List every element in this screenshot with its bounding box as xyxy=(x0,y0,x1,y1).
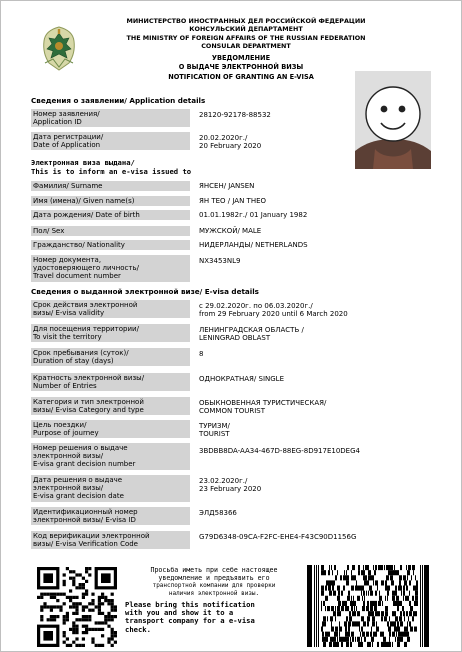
purpose-label: Цель поездки/ Purpose of journey xyxy=(31,420,190,438)
department-name-ru: КОНСУЛЬСКИЙ ДЕПАРТАМЕНТ xyxy=(189,25,303,34)
validity-value: с 29.02.2020г. по 06.03.2020г./ from 29 February 2020 until 6 March 2020 xyxy=(199,302,348,318)
ministry-name-ru: МИНИСТЕРСТВО ИНОСТРАННЫХ ДЕЛ РОССИЙСКОЙ ФЕДЕРАЦИИ xyxy=(126,17,366,25)
notice-title-ru-2: О ВЫДАЧЕ ЭЛЕКТРОННОЙ ВИЗЫ xyxy=(178,62,304,71)
sex-label: Пол/ Sex xyxy=(31,226,190,236)
application-id-label: Номер заявления/ Application ID xyxy=(31,109,190,127)
travel-document-value: NX3453NL9 xyxy=(199,257,241,265)
evisa-id-value: ЭЛД58366 xyxy=(199,509,237,517)
ministry-header xyxy=(101,17,391,50)
sex-value: МУЖСКОЙ/ MALE xyxy=(199,227,262,235)
application-date-label: Дата регистрации/ Date of Application xyxy=(31,132,190,150)
application-id-value: 28120-92178-88532 xyxy=(199,111,271,119)
decision-number-label: Номер решения о выдаче электронной визы/ E-visa grant decision number xyxy=(31,443,190,470)
ministry-name-en: THE MINISTRY OF FOREIGN AFFAIRS OF THE RUSSIAN FEDERATION xyxy=(126,33,366,42)
nationality-label: Гражданство/ Nationality xyxy=(31,240,190,250)
duration-label: Срок пребывания (суток)/ Duration of stay (days) xyxy=(31,348,190,366)
notice-instruction-en: Please bring this notification with you and show it to a transport company for a e-visa check. xyxy=(125,600,255,634)
given-names-label: Имя (имена)/ Given name(s) xyxy=(31,196,190,206)
surname-value: ЯНСЕН/ JANSEN xyxy=(199,182,255,190)
notice-instruction-ru: Просьба иметь при себе настоящее уведомление и предъявить его транспортной компании для проверки наличия электронной визы. xyxy=(150,566,278,597)
nationality-value: НИДЕРЛАНДЫ/ NETHERLANDS xyxy=(199,241,308,249)
verification-code-label: Код верификации электронной визы/ E-visa Verification Code xyxy=(31,531,190,549)
travel-document-label: Номер документа, удостоверяющего личность/ Travel document number xyxy=(31,255,190,282)
verification-code-value: G79D6348-09CA-F2FC-EHE4-F43C90D1156G xyxy=(199,533,357,541)
category-value: ОБЫКНОВЕННАЯ ТУРИСТИЧЕСКАЯ/ COMMON TOURIST xyxy=(199,399,327,415)
category-label: Категория и тип электронной визы/ E-visa Category and type xyxy=(31,397,190,415)
evisa-section-title: Сведения о выданной электронной визе/ E-visa details xyxy=(31,287,259,296)
application-section-title: Сведения о заявлении/ Application details xyxy=(31,96,206,105)
decision-number-value: 3BDBB8DA-AA34-467D-88EG-8D917E10DEG4 xyxy=(199,447,360,455)
notice-title xyxy=(101,54,381,82)
territory-label: Для посещения территории/ To visit the territory xyxy=(31,324,190,342)
territory-value: ЛЕНИНГРАДСКАЯ ОБЛАСТЬ / LENINGRAD OBLAST xyxy=(199,326,304,342)
applicant-photo xyxy=(355,71,431,169)
issued-to-section-title: Электронная виза выдана/ This is to inform an e-visa issued to xyxy=(31,158,192,176)
entries-value: ОДНОКРАТНАЯ/ SINGLE xyxy=(199,375,284,383)
coat-of-arms-icon xyxy=(35,23,83,73)
purpose-value: ТУРИЗМ/ TOURIST xyxy=(199,422,230,438)
entries-label: Кратность электронной визы/ Number of Entries xyxy=(31,373,190,391)
department-name-en: CONSULAR DEPARTMENT xyxy=(201,41,291,50)
notice-title-ru-1: УВЕДОМЛЕНИЕ xyxy=(211,54,271,62)
pdf417-barcode xyxy=(307,565,429,647)
evisa-id-label: Идентификационный номер электронной визы/ E-visa ID xyxy=(31,507,190,525)
birth-date-label: Дата рождения/ Date of birth xyxy=(31,210,190,220)
decision-date-label: Дата решения о выдаче электронной визы/ E-visa grant decision date xyxy=(31,475,190,502)
birth-date-value: 01.01.1982г./ 01 January 1982 xyxy=(199,211,308,219)
notice-title-en: NOTIFICATION OF GRANTING AN E-VISA xyxy=(168,73,314,81)
given-names-value: ЯН ТЕО / JAN THEO xyxy=(199,197,267,205)
duration-value: 8 xyxy=(199,350,204,358)
decision-date-value: 23.02.2020г./ 23 February 2020 xyxy=(199,477,262,493)
validity-label: Срок действия электронной визы/ E-visa validity xyxy=(31,300,190,318)
surname-label: Фамилия/ Surname xyxy=(31,181,190,191)
application-date-value: 20.02.2020г./ 20 February 2020 xyxy=(199,134,262,150)
qr-code xyxy=(37,567,117,647)
